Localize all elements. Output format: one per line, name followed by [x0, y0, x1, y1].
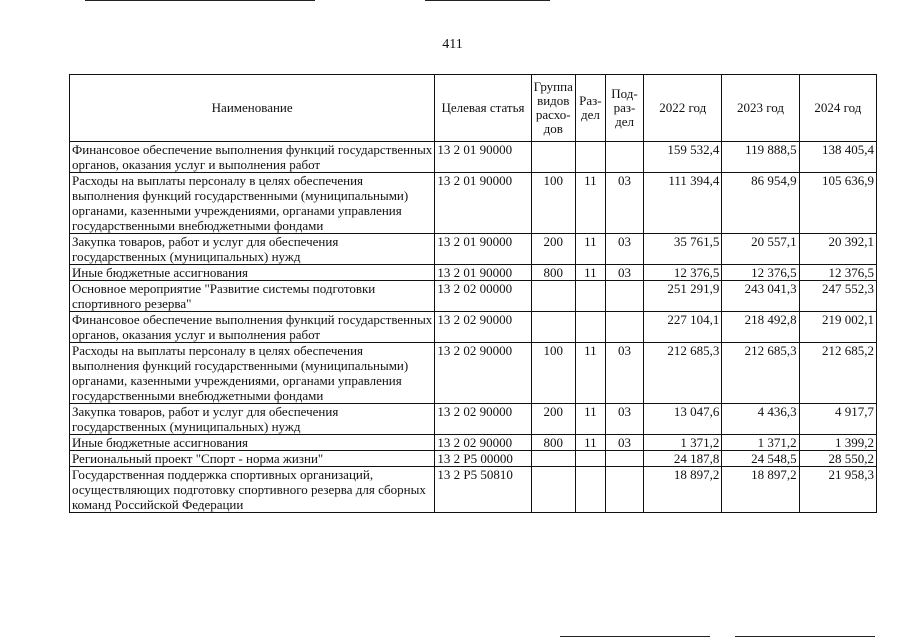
row-amount-2023: 12 376,5	[722, 265, 799, 281]
bottom-rule-left	[560, 636, 710, 637]
row-target-item: 13 2 02 00000	[435, 281, 531, 312]
row-section	[575, 281, 605, 312]
table-row	[70, 435, 877, 451]
row-name: Государственная поддержка спортивных организаций, осуществляющих подготовку спортивного резерва для сборных команд Российской Федерации	[70, 467, 435, 513]
row-amount-2022: 35 761,5	[644, 234, 722, 265]
row-target-item: 13 2 01 90000	[435, 265, 531, 281]
row-section: 11	[575, 265, 605, 281]
row-amount-2023: 20 557,1	[722, 234, 799, 265]
bottom-rule-right	[735, 636, 875, 637]
row-subsection: 03	[605, 265, 643, 281]
row-subsection: 03	[605, 435, 643, 451]
row-section: 11	[575, 173, 605, 234]
row-name: Региональный проект "Спорт - норма жизни"	[70, 451, 435, 467]
row-amount-2024: 219 002,1	[799, 312, 876, 343]
row-amount-2022: 251 291,9	[644, 281, 722, 312]
row-amount-2023: 218 492,8	[722, 312, 799, 343]
row-subsection: 03	[605, 343, 643, 404]
header-row	[70, 75, 877, 142]
table-row	[70, 343, 877, 404]
row-section: 11	[575, 234, 605, 265]
row-target-item: 13 2 02 90000	[435, 435, 531, 451]
header-year-2023: 2023 год	[722, 75, 799, 142]
row-section	[575, 467, 605, 513]
row-target-item: 13 2 P5 00000	[435, 451, 531, 467]
row-amount-2023: 18 897,2	[722, 467, 799, 513]
row-subsection	[605, 281, 643, 312]
row-name: Финансовое обеспечение выполнения функций государственных органов, оказания услуг и выполнения работ	[70, 312, 435, 343]
row-subsection	[605, 142, 643, 173]
row-amount-2022: 12 376,5	[644, 265, 722, 281]
row-expense-group	[531, 281, 575, 312]
row-expense-group: 200	[531, 404, 575, 435]
row-expense-group	[531, 312, 575, 343]
row-name: Основное мероприятие "Развитие системы подготовки спортивного резерва"	[70, 281, 435, 312]
row-target-item: 13 2 01 90000	[435, 142, 531, 173]
row-section: 11	[575, 404, 605, 435]
row-amount-2023: 1 371,2	[722, 435, 799, 451]
row-amount-2024: 105 636,9	[799, 173, 876, 234]
row-expense-group: 800	[531, 265, 575, 281]
table-row	[70, 173, 877, 234]
page-number: 411	[442, 37, 463, 52]
table-row	[70, 451, 877, 467]
top-rule-right	[425, 0, 550, 1]
row-section	[575, 312, 605, 343]
row-amount-2022: 13 047,6	[644, 404, 722, 435]
row-amount-2024: 1 399,2	[799, 435, 876, 451]
row-section	[575, 451, 605, 467]
row-subsection: 03	[605, 173, 643, 234]
row-amount-2023: 212 685,3	[722, 343, 799, 404]
header-subsection: Под-раз-дел	[605, 75, 643, 142]
row-amount-2023: 243 041,3	[722, 281, 799, 312]
row-amount-2023: 86 954,9	[722, 173, 799, 234]
row-amount-2024: 20 392,1	[799, 234, 876, 265]
row-expense-group: 800	[531, 435, 575, 451]
row-amount-2024: 28 550,2	[799, 451, 876, 467]
row-subsection	[605, 312, 643, 343]
row-section: 11	[575, 343, 605, 404]
row-section: 11	[575, 435, 605, 451]
header-year-2024: 2024 год	[799, 75, 876, 142]
row-amount-2022: 1 371,2	[644, 435, 722, 451]
row-subsection	[605, 467, 643, 513]
row-amount-2022: 227 104,1	[644, 312, 722, 343]
header-expense-group: Группа видов расхо-дов	[531, 75, 575, 142]
header-name: Наименование	[70, 75, 435, 142]
row-expense-group: 100	[531, 343, 575, 404]
row-amount-2024: 247 552,3	[799, 281, 876, 312]
row-target-item: 13 2 01 90000	[435, 173, 531, 234]
row-subsection: 03	[605, 234, 643, 265]
row-amount-2024: 21 958,3	[799, 467, 876, 513]
table-row	[70, 467, 877, 513]
row-expense-group: 200	[531, 234, 575, 265]
row-name: Закупка товаров, работ и услуг для обеспечения государственных (муниципальных) нужд	[70, 234, 435, 265]
row-amount-2023: 119 888,5	[722, 142, 799, 173]
header-year-2022: 2022 год	[644, 75, 722, 142]
row-expense-group: 100	[531, 173, 575, 234]
header-section: Раз-дел	[575, 75, 605, 142]
table-row	[70, 234, 877, 265]
table-row	[70, 265, 877, 281]
row-amount-2022: 159 532,4	[644, 142, 722, 173]
table-row	[70, 281, 877, 312]
row-amount-2022: 111 394,4	[644, 173, 722, 234]
row-subsection	[605, 451, 643, 467]
row-subsection: 03	[605, 404, 643, 435]
row-amount-2024: 4 917,7	[799, 404, 876, 435]
row-expense-group	[531, 451, 575, 467]
row-name: Финансовое обеспечение выполнения функций государственных органов, оказания услуг и выполнения работ	[70, 142, 435, 173]
table-row	[70, 142, 877, 173]
row-target-item: 13 2 01 90000	[435, 234, 531, 265]
top-rule-left	[85, 0, 315, 1]
row-amount-2024: 12 376,5	[799, 265, 876, 281]
row-name: Иные бюджетные ассигнования	[70, 265, 435, 281]
table-row	[70, 404, 877, 435]
row-expense-group	[531, 142, 575, 173]
row-amount-2022: 212 685,3	[644, 343, 722, 404]
row-amount-2023: 4 436,3	[722, 404, 799, 435]
row-target-item: 13 2 02 90000	[435, 404, 531, 435]
row-name: Иные бюджетные ассигнования	[70, 435, 435, 451]
row-expense-group	[531, 467, 575, 513]
budget-table	[69, 74, 877, 513]
row-name: Расходы на выплаты персоналу в целях обеспечения выполнения функций государственными (муниципальными) органами, казенными учреждениями, органами управления государственными внебюджетными фондами	[70, 343, 435, 404]
row-amount-2024: 212 685,2	[799, 343, 876, 404]
row-name: Закупка товаров, работ и услуг для обеспечения государственных (муниципальных) нужд	[70, 404, 435, 435]
header-target-item: Целевая статья	[435, 75, 531, 142]
table-row	[70, 312, 877, 343]
row-section	[575, 142, 605, 173]
row-amount-2022: 24 187,8	[644, 451, 722, 467]
row-target-item: 13 2 02 90000	[435, 343, 531, 404]
table-body	[70, 142, 877, 513]
row-target-item: 13 2 P5 50810	[435, 467, 531, 513]
row-name: Расходы на выплаты персоналу в целях обеспечения выполнения функций государственными (муниципальными) органами, казенными учреждениями, органами управления государственными внебюджетными фондами	[70, 173, 435, 234]
row-target-item: 13 2 02 90000	[435, 312, 531, 343]
row-amount-2022: 18 897,2	[644, 467, 722, 513]
row-amount-2023: 24 548,5	[722, 451, 799, 467]
row-amount-2024: 138 405,4	[799, 142, 876, 173]
